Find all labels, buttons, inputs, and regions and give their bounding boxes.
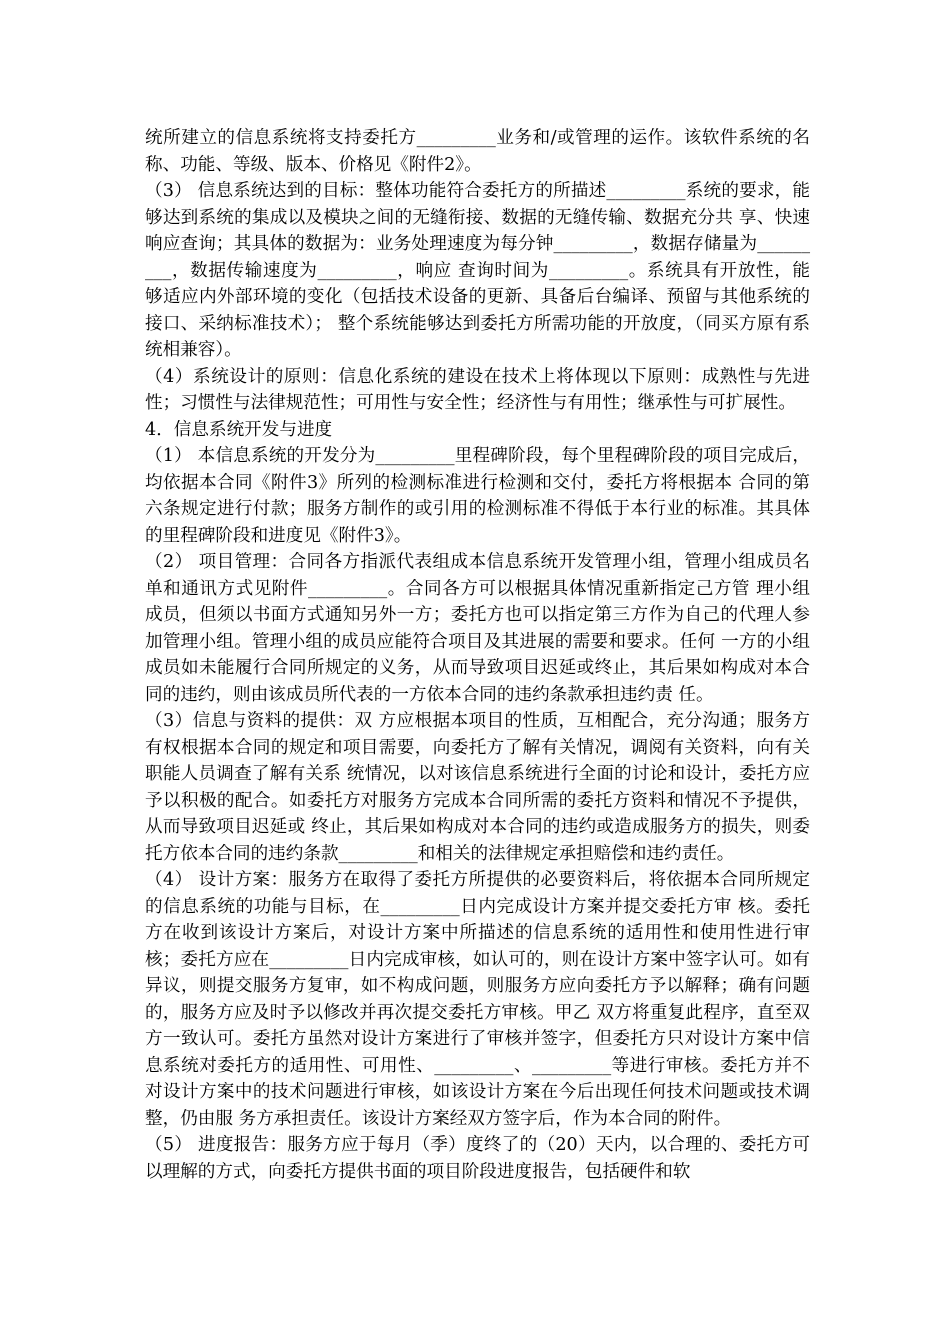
paragraph-progress-report: （5） 进度报告：服务方应于每月（季）度终了的（20）天内，以合理的、委托方可以理解的方式，向委托方提供书面的项目阶段进度报告，包括硬件和软 bbox=[145, 1135, 810, 1182]
paragraph-milestones: （1） 本信息系统的开发分为_________里程碑阶段，每个里程碑阶段的项目完成后，均依据本合同《附件3》所列的检测标准进行检测和交付，委托方将根据本 合同的第六条规定进行付款；服务方制作的或引用的检测标准不得低于本行业的标准。其具体的里程碑阶段和进度见《附件3》。 bbox=[145, 446, 810, 546]
paragraph-design-principles: （4）系统设计的原则：信息化系统的建设在技术上将体现以下原则：成熟性与先进性；习惯性与法律规范性；可用性与安全性；经济性与有用性；继承性与可扩展性。 bbox=[145, 366, 810, 413]
document-page bbox=[145, 125, 810, 1185]
paragraph-design-plan: （4） 设计方案：服务方在取得了委托方所提供的必要资料后，将依据本合同所规定的信息系统的功能与目标，在_________日内完成设计方案并提交委托方审 核。委托方在收到该设计方案后，对设计方案中所描述的信息系统的适用性和使用性进行审核；委托方应在_________日内完成审核，如认可的，则在设计方案中签字认可。如有异议，则提交服务方复审，如不构成问题，则服务方应向委托方予以解释；确有问题的，服务方应及时予以修改并再次提交委托方审核。甲乙 双方将重复此程序，直至双方一致认可。委托方虽然对设计方案进行了审核并签字，但委托方只对设计方案中信息系统对委托方的适用性、可用性、_________、_________等进行审核。委托方并不对设计方案中的技术问题进行审核，如该设计方案在今后出现任何技术问题或技术调整，仍由服 务方承担责任。该设计方案经双方签字后，作为本合同的附件。 bbox=[145, 870, 810, 1129]
paragraph-information-provision: （3）信息与资料的提供：双 方应根据本项目的性质，互相配合，充分沟通；服务方有权根据本合同的规定和项目需要，向委托方了解有关情况，调阅有关资料，向有关职能人员调查了解有关系 统情况，以对该信息系统进行全面的讨论和设计，委托方应予以积极的配合。如委托方对服务方完成本合同所需的委托方资料和情况不予提供，从而导致项目迟延或 终止，其后果如构成对本合同的违约或造成服务方的损失，则委托方依本合同的违约条款_________和相关的法律规定承担赔偿和违约责任。 bbox=[145, 711, 810, 864]
section-heading-development-progress: 4．信息系统开发与进度 bbox=[145, 419, 333, 440]
paragraph-system-goals: （3） 信息系统达到的目标：整体功能符合委托方的所描述_________系统的要求，能够达到系统的集成以及模块之间的无缝衔接、数据的无缝传输、数据充分共 享、快速响应查询；其具体的数据为：业务处理速度为每分钟_________，数据存储量为_________，数据传输速度为_________，响应 查询时间为_________。系统具有开放性，能够适应内外部环境的变化（包括技术设备的更新、具备后台编译、预留与其他系统的接口、采纳标准技术）； 整个系统能够达到委托方所需功能的开放度，（同买方原有系统相兼容）。 bbox=[145, 181, 810, 360]
paragraph-project-management: （2） 项目管理：合同各方指派代表组成本信息系统开发管理小组，管理小组成员名单和通讯方式见附件_________。合同各方可以根据具体情况重新指定己方管 理小组成员，但须以书面方式通知另外一方；委托方也可以指定第三方作为自己的代理人参加管理小组。管理小组的成员应能符合项目及其进展的需要和要求。任何 一方的小组成员如未能履行合同所规定的义务，从而导致项目迟延或终止，其后果如构成对本合同的违约，则由该成员所代表的一方依本合同的违约条款承担违约责 任。 bbox=[145, 552, 810, 705]
paragraph-system-support: 统所建立的信息系统将支持委托方_________业务和/或管理的运作。该软件系统的名称、功能、等级、版本、价格见《附件2》。 bbox=[145, 128, 810, 175]
